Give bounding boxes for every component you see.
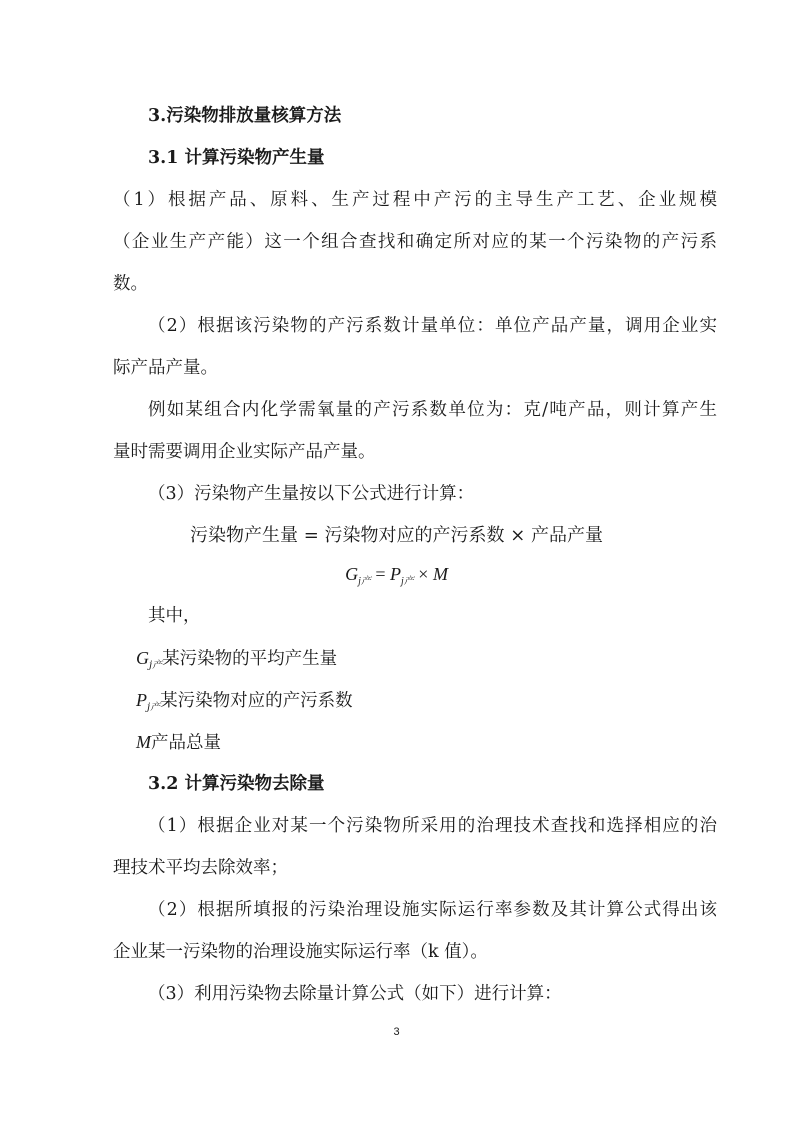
paragraph-line: 量时需要调用企业实际产品产量。	[113, 442, 376, 462]
paragraph-line: 理技术平均去除效率；	[113, 858, 288, 878]
where-label: 其中，	[148, 606, 201, 626]
section-title: 3.污染物排放量核算方法	[148, 106, 342, 126]
paragraph-line: （3）污染物产生量按以下公式进行计算：	[148, 484, 475, 504]
paragraph-line: 企业某一污染物的治理设施实际运行率（k 值）。	[113, 942, 488, 962]
formula-subscript: j产	[358, 576, 371, 587]
definition-text: 某污染物对应的产污系数	[160, 691, 353, 711]
paragraph-line: （2）根据所填报的污染治理设施实际运行率参数及其计算公式得出该	[148, 900, 717, 920]
paragraph-line: （2）根据该污染物的产污系数计量单位：单位产品产量，调用企业实	[148, 316, 717, 336]
formula-equals: =	[370, 564, 390, 584]
definition-symbol: G	[136, 648, 149, 668]
formula-symbol-m: M	[432, 564, 448, 584]
paragraph-line: （企业生产产能）这一个组合查找和确定所对应的某一个污染物的产污系	[113, 232, 717, 252]
definition-text: 产品总量	[151, 733, 221, 753]
paragraph-line: 例如某组合内化学需氧量的产污系数单位为：克/吨产品，则计算产生	[148, 400, 717, 420]
definition-subscript: j产	[147, 702, 161, 713]
page-number: 3	[393, 1026, 400, 1038]
formula-math	[0, 562, 793, 590]
paragraph-line: （1）根据企业对某一个污染物所采用的治理技术查找和选择相应的治	[148, 816, 717, 836]
formula-times: ×	[413, 564, 433, 584]
formula-subscript: j产	[401, 576, 414, 587]
definition-subscript: j产	[149, 660, 163, 671]
definition-symbol: P	[136, 690, 147, 710]
subsection-heading-3-1: 3.1 计算污染物产生量	[148, 148, 325, 168]
formula-text: 污染物产生量 = 污染物对应的产污系数 × 产品产量	[189, 525, 604, 546]
definition-p	[136, 688, 353, 716]
definition-m	[136, 730, 221, 755]
formula-symbol-g: G	[345, 564, 359, 584]
paragraph-line: （1）根据产品、原料、生产过程中产污的主导生产工艺、企业规模	[113, 190, 717, 210]
subsection-heading-3-2: 3.2 计算污染物去除量	[148, 774, 325, 794]
paragraph-line: （3）利用污染物去除量计算公式（如下）进行计算：	[148, 984, 562, 1004]
definition-symbol: M	[136, 732, 151, 752]
paragraph-line: 数。	[113, 274, 148, 294]
formula-symbol-p: P	[390, 564, 401, 584]
paragraph-line: 际产品产量。	[113, 358, 218, 378]
definition-text: 某污染物的平均产生量	[162, 649, 338, 669]
definition-g	[136, 646, 337, 674]
